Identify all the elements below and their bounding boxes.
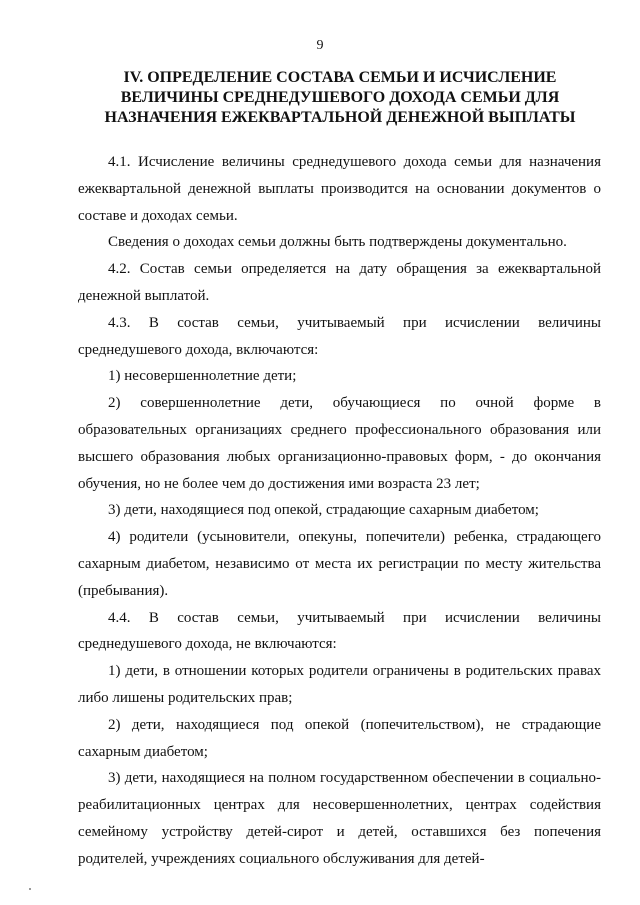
section-title xyxy=(78,68,602,128)
paragraph-4-2: 4.2. Состав семьи определяется на дату обращения за ежеквартальной денежной выплатой. xyxy=(78,261,601,304)
list-item-4-3-2: 2) совершеннолетние дети, обучающиеся по очной форме в образовательных организациях среднего профессионального образования или высшего образования любых организационно-правовых форм, - до окончания обучения, но не более чем до достижения ими возраста 23 лет; xyxy=(78,395,601,492)
list-item-4-4-1: 1) дети, в отношении которых родители ограничены в родительских правах либо лишены родительских прав; xyxy=(78,663,601,706)
scan-speck xyxy=(29,888,31,890)
document-body xyxy=(78,149,601,873)
paragraph-income-confirmation: Сведения о доходах семьи должны быть подтверждены документально. xyxy=(108,234,567,251)
paragraph-4-4: 4.4. В состав семьи, учитываемый при исчислении величины среднедушевого дохода, не включаются: xyxy=(78,609,601,653)
section-title-line: ВЕЛИЧИНЫ СРЕДНЕДУШЕВОГО ДОХОДА СЕМЬИ ДЛЯ xyxy=(120,89,560,106)
section-title-line: НАЗНАЧЕНИЯ ЕЖЕКВАРТАЛЬНОЙ ДЕНЕЖНОЙ ВЫПЛАТЫ xyxy=(104,109,576,126)
list-item-4-3-3: 3) дети, находящиеся под опекой, страдающие сахарным диабетом; xyxy=(108,502,539,519)
paragraph-4-1: 4.1. Исчисление величины среднедушевого дохода семьи для назначения ежеквартальной денежной выплаты производится на основании документов о составе и доходах семьи. xyxy=(78,154,601,224)
list-item-4-3-1: 1) несовершеннолетние дети; xyxy=(108,368,297,385)
list-item-4-3-4: 4) родители (усыновители, опекуны, попечители) ребенка, страдающего сахарным диабетом, независимо от места их регистрации по месту жительства (пребывания). xyxy=(78,529,601,599)
section-title-line: IV. ОПРЕДЕЛЕНИЕ СОСТАВА СЕМЬИ И ИСЧИСЛЕНИЕ xyxy=(123,69,557,86)
paragraph-4-3: 4.3. В состав семьи, учитываемый при исчислении величины среднедушевого дохода, включаются: xyxy=(78,314,601,358)
page-number: 9 xyxy=(316,38,324,53)
list-item-4-4-3: 3) дети, находящиеся на полном государственном обеспечении в социально-реабилитационных центрах для несовершеннолетних, центрах содействия семейному устройству детей-сирот и детей, оставшихся без попечения родителей, учреждениях социального обслуживания для детей- xyxy=(78,770,601,867)
list-item-4-4-2: 2) дети, находящиеся под опекой (попечительством), не страдающие сахарным диабетом; xyxy=(78,716,601,760)
